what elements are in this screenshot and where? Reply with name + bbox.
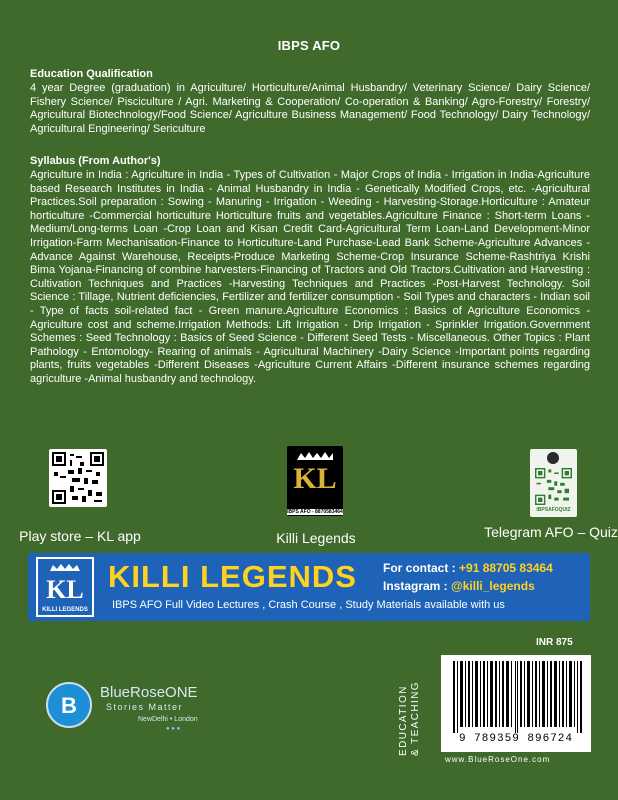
banner-description: IBPS AFO Full Video Lectures , Crash Course , Study Materials available with us bbox=[112, 599, 505, 611]
syllabus-section bbox=[30, 155, 590, 387]
killi-legends-label: Killi Legends bbox=[276, 530, 356, 546]
price: INR 875 bbox=[536, 637, 573, 648]
banner-logo bbox=[36, 557, 94, 617]
telegram-qr-caption: IBPSAFOQUIZ bbox=[536, 507, 571, 513]
playstore-label: Play store – KL app bbox=[19, 528, 141, 544]
book-title: IBPS AFO bbox=[277, 38, 341, 53]
isbn-barcode bbox=[441, 655, 591, 752]
education-text: 4 year Degree (graduation) in Agriculture/ Horticulture/Animal Husbandry/ Veterinary Science/ Dairy Science/ Fishery Science/ Pisciculture / Agri. Marketing & Cooperation/ Co-operation & Banking/ Agro-Forestry/ Forestry/ Agricultural Biotechnology/Food Science/ Agriculture Business Management/ Food Technology/ Dairy Technology/ Agricultural Engineering/ Sericulture bbox=[30, 82, 590, 135]
qr-code-pattern bbox=[535, 468, 572, 505]
publisher-tagline: Stories Matter bbox=[106, 702, 184, 712]
crown-icon bbox=[295, 451, 335, 461]
banner-logo-caption: KILLI LEGENDS bbox=[42, 607, 88, 613]
bluerose-logo-icon bbox=[46, 682, 92, 728]
publisher-name: BlueRoseONE bbox=[100, 684, 198, 701]
education-section bbox=[30, 68, 590, 136]
killi-legends-logo[interactable] bbox=[287, 446, 343, 516]
telegram-label: Telegram AFO – Quiz bbox=[484, 524, 618, 540]
publisher-cities: NewDelhi • London bbox=[138, 716, 198, 723]
instagram-handle[interactable]: @killi_legends bbox=[451, 579, 535, 593]
kl-logo-text: KL bbox=[293, 462, 337, 495]
telegram-badge-icon bbox=[547, 452, 559, 464]
instagram-label: Instagram : bbox=[383, 579, 448, 593]
isbn-number: 9 789359 896724 bbox=[458, 733, 574, 745]
telegram-qr-code[interactable] bbox=[530, 449, 577, 517]
contact-label: For contact : bbox=[383, 561, 456, 575]
playstore-qr-code[interactable] bbox=[49, 449, 107, 507]
banner-contact bbox=[383, 559, 553, 595]
social-icons: ● ● ● bbox=[166, 726, 181, 732]
category-line-1: EDUCATION bbox=[398, 685, 409, 756]
publisher-logo bbox=[46, 680, 246, 740]
crown-icon bbox=[48, 563, 82, 572]
kl-logo-caption: IBPS AFO - 8870583464 bbox=[287, 509, 343, 515]
killi-legends-banner bbox=[28, 553, 590, 621]
logo-letter: B bbox=[61, 693, 77, 718]
barcode-icon bbox=[453, 661, 583, 733]
qr-code-pattern bbox=[52, 452, 104, 504]
contact-number[interactable]: +91 88705 83464 bbox=[459, 561, 553, 575]
banner-logo-text: KL bbox=[46, 575, 84, 604]
syllabus-text: Agriculture in India : Agriculture in India - Types of Cultivation - Major Crops of India - Irrigation in India-Agriculture based Research Institutes in India - Animal Husbandry in India - Genetically Modified Crops, etc. -Agricultural Practices.Soil preparation : Sowing - Manuring - Irrigation - Weeding - Harvesting-Storage.Horticulture : Amateur horticulture -Commercial horticulture Horticulture fruits and vegetables.Agriculture Finance : Short-term Loans -Medium/Long-terms Loan -Crop Loan and Kisan Credit Card-Agricultural Term Loan-Land Development-Minor Irrigation-Farm Mechanisation-Finance to Horticulture-Land Purchase-Lead Bank Scheme-Agriculture Advances -Advance Against Warehouse, Receipts-Produce Marketing Scheme-Crop Insurance Scheme-Rashtriya Krishi Bima Yojana-Financing of combine harvesters-Financing of Tractors and Old Tractors.Cultivation and Harvesting : Cultivation Techniques and Practices -Harvesting Techniques and Practices -Post-Harvest Technology. Soil Science : Tillage, Nutrient deficiencies, Fertilizer and fertilizer consumption - Soil Types and characters - Indian soil - Type of facts soil-related fact - Green manure.Agriculture Economics : Basics of Agriculture Economics - Agriculture cost and scheme.Irrigation Methods: Lift Irrigation - Drip Irrigation - Sprinkler Irrigation.Government Schemes : Seed Technology : Basics of Seed Science - Different Seed Tests - Miscellaneous. Other Topics : Plant Pathology - Entomology- Rearing of animals - Agricultural Machinery -Dairy Science -Important points regarding plants, fruits vegetables -Different Diseases -Agriculture Current Affairs -Different insurance schemes regarding agriculture -Animal husbandry and technology. bbox=[30, 169, 590, 385]
banner-title: KILLI LEGENDS bbox=[108, 559, 357, 594]
category-line-2: & TEACHING bbox=[410, 681, 421, 756]
publisher-website[interactable]: www.BlueRoseOne.com bbox=[445, 755, 551, 764]
book-category bbox=[398, 660, 446, 760]
education-heading: Education Qualification bbox=[30, 68, 153, 80]
syllabus-heading: Syllabus (From Author's) bbox=[30, 155, 161, 167]
